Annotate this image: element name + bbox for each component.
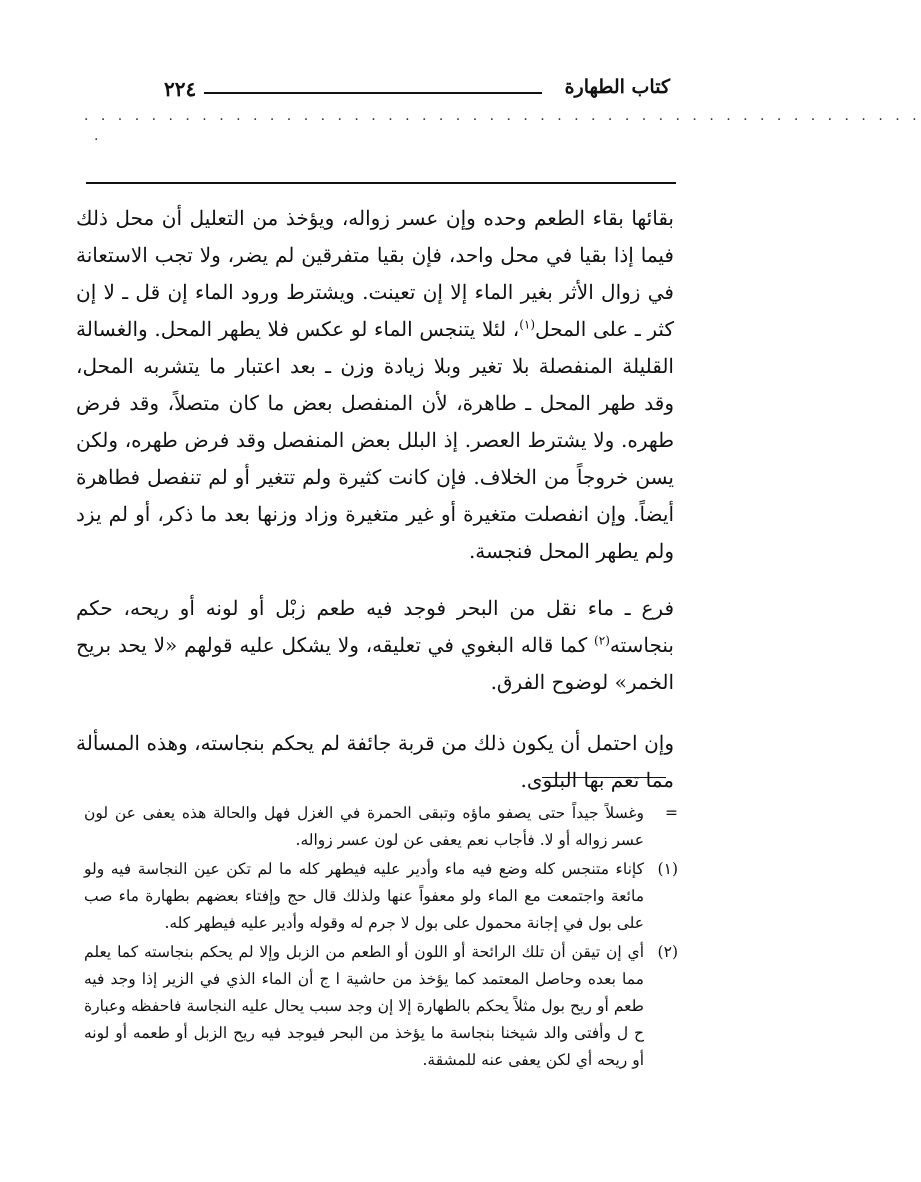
paragraph-2-part-b: كما قاله البغوي في تعليقه، ولا يشكل عليه قولهم «لا يحد بريح الخمر» لوضوح الفرق. — [76, 633, 674, 694]
footnote-continued — [84, 800, 678, 854]
footnote-marker: = — [665, 804, 678, 822]
dotted-separator: . . . . . . . . . . . . . . . . . . . . . . . . . . . . . . . . . . . . . . . . . . . . . . . . . . — [84, 108, 921, 124]
main-text — [76, 200, 674, 799]
stray-dot: . — [94, 128, 99, 144]
footnote-text: وغسلاً جيداً حتى يصفو ماؤه وتبقى الحمرة في الغزل فهل والحالة هذه يعفى عن لون عسر زواله أو لا. فأجاب نعم يعفى عن لون عسر زواله. — [84, 804, 644, 849]
footnote-2 — [84, 939, 678, 1074]
text-top-rule — [86, 182, 676, 184]
paragraph-3: وإن احتمل أن يكون ذلك من قربة جائفة لم يحكم بنجاسته، وهذه المسألة مما تعم بها البلوى. — [76, 731, 674, 792]
paragraph-2-part-a: فرع ـ ماء نقل من البحر فوجد فيه طعم زبْل أو لونه أو ريحه، حكم بنجاسته — [76, 596, 674, 657]
paragraph-1-part-a: بقائها بقاء الطعم وحده وإن عسر زواله، ويؤخذ من التعليل أن محل ذلك فيما إذا بقيا في محل واحد، فإن بقيا متفرقين لم يضر، ولا تجب الاستعانة في زوال الأثر بغير الماء إلا إن تعينت. ويشترط ورود الماء إن قل ـ لا إن كثر ـ على المحل — [76, 206, 674, 341]
footnote-ref-1[interactable]: (١) — [519, 317, 536, 332]
running-header — [80, 70, 670, 106]
footnote-rule — [542, 777, 666, 778]
footnote-marker: (١) — [657, 860, 678, 878]
footnote-text: أي إن تيقن أن تلك الرائحة أو اللون أو الطعم من الزبل وإلا لم يحكم بنجاسته كما يعلم مما بعده وحاصل المعتمد كما يؤخذ من حاشية ا ج أن الماء الذي في الزير إذا وجد فيه طعم أو ريح بول مثلاً يحكم بالطهارة إلا إن وجد سبب يحال عليه النجاسة فاحفظه وعبارة ح ل وأفتى والد شيخنا بنجاسة ما يؤخذ من البحر فيوجد فيه ريح الزبل أو طعمه أو لونه أو ريحه أي لكن يعفى عنه للمشقة. — [84, 943, 644, 1069]
chapter-title: كتاب الطهارة — [564, 76, 670, 98]
footnote-ref-2[interactable]: (٢) — [594, 633, 610, 648]
paragraph-2 — [76, 590, 674, 701]
footnote-marker: (٢) — [657, 943, 678, 961]
footnotes — [84, 800, 678, 1076]
paragraph-1-part-b: ، لئلا يتنجس الماء لو عكس فلا يطهر المحل. والغسالة القليلة المنفصلة بلا تغير وبلا زيادة وزن ـ بعد اعتبار ما يتشربه المحل، وقد طهر المحل ـ طاهرة، لأن المنفصل بعض ما كان متصلاً، وقد فرض طهره. ولا يشترط العصر. إذ البلل بعض المنفصل وقد فرض طهره، ولكن يسن خروجاً من الخلاف. فإن كانت كثيرة ولم تتغير أو لم تنفصل فطاهرة أيضاً. وإن انفصلت متغيرة أو غير متغيرة وزاد وزنها بعد ما ذكر، أو لم يزد ولم يطهر المحل فنجسة. — [76, 317, 674, 563]
paragraph-1 — [76, 200, 674, 570]
footnote-1 — [84, 856, 678, 937]
footnote-text: كإناء متنجس كله وضع فيه ماء وأدير عليه فيطهر كله ما لم تكن عين النجاسة فيه ولو مائعة واجتمعت مع الماء ولو معفواً عنها ولذلك قال حج وإفتاء بعضهم بطهارة ماء صب على بول في إجانة محمول على بول لا جرم له وقوله وأدير عليه فيطهر كله. — [84, 860, 644, 932]
page-number: ٢٢٤ — [164, 77, 197, 101]
header-rule — [204, 92, 542, 94]
